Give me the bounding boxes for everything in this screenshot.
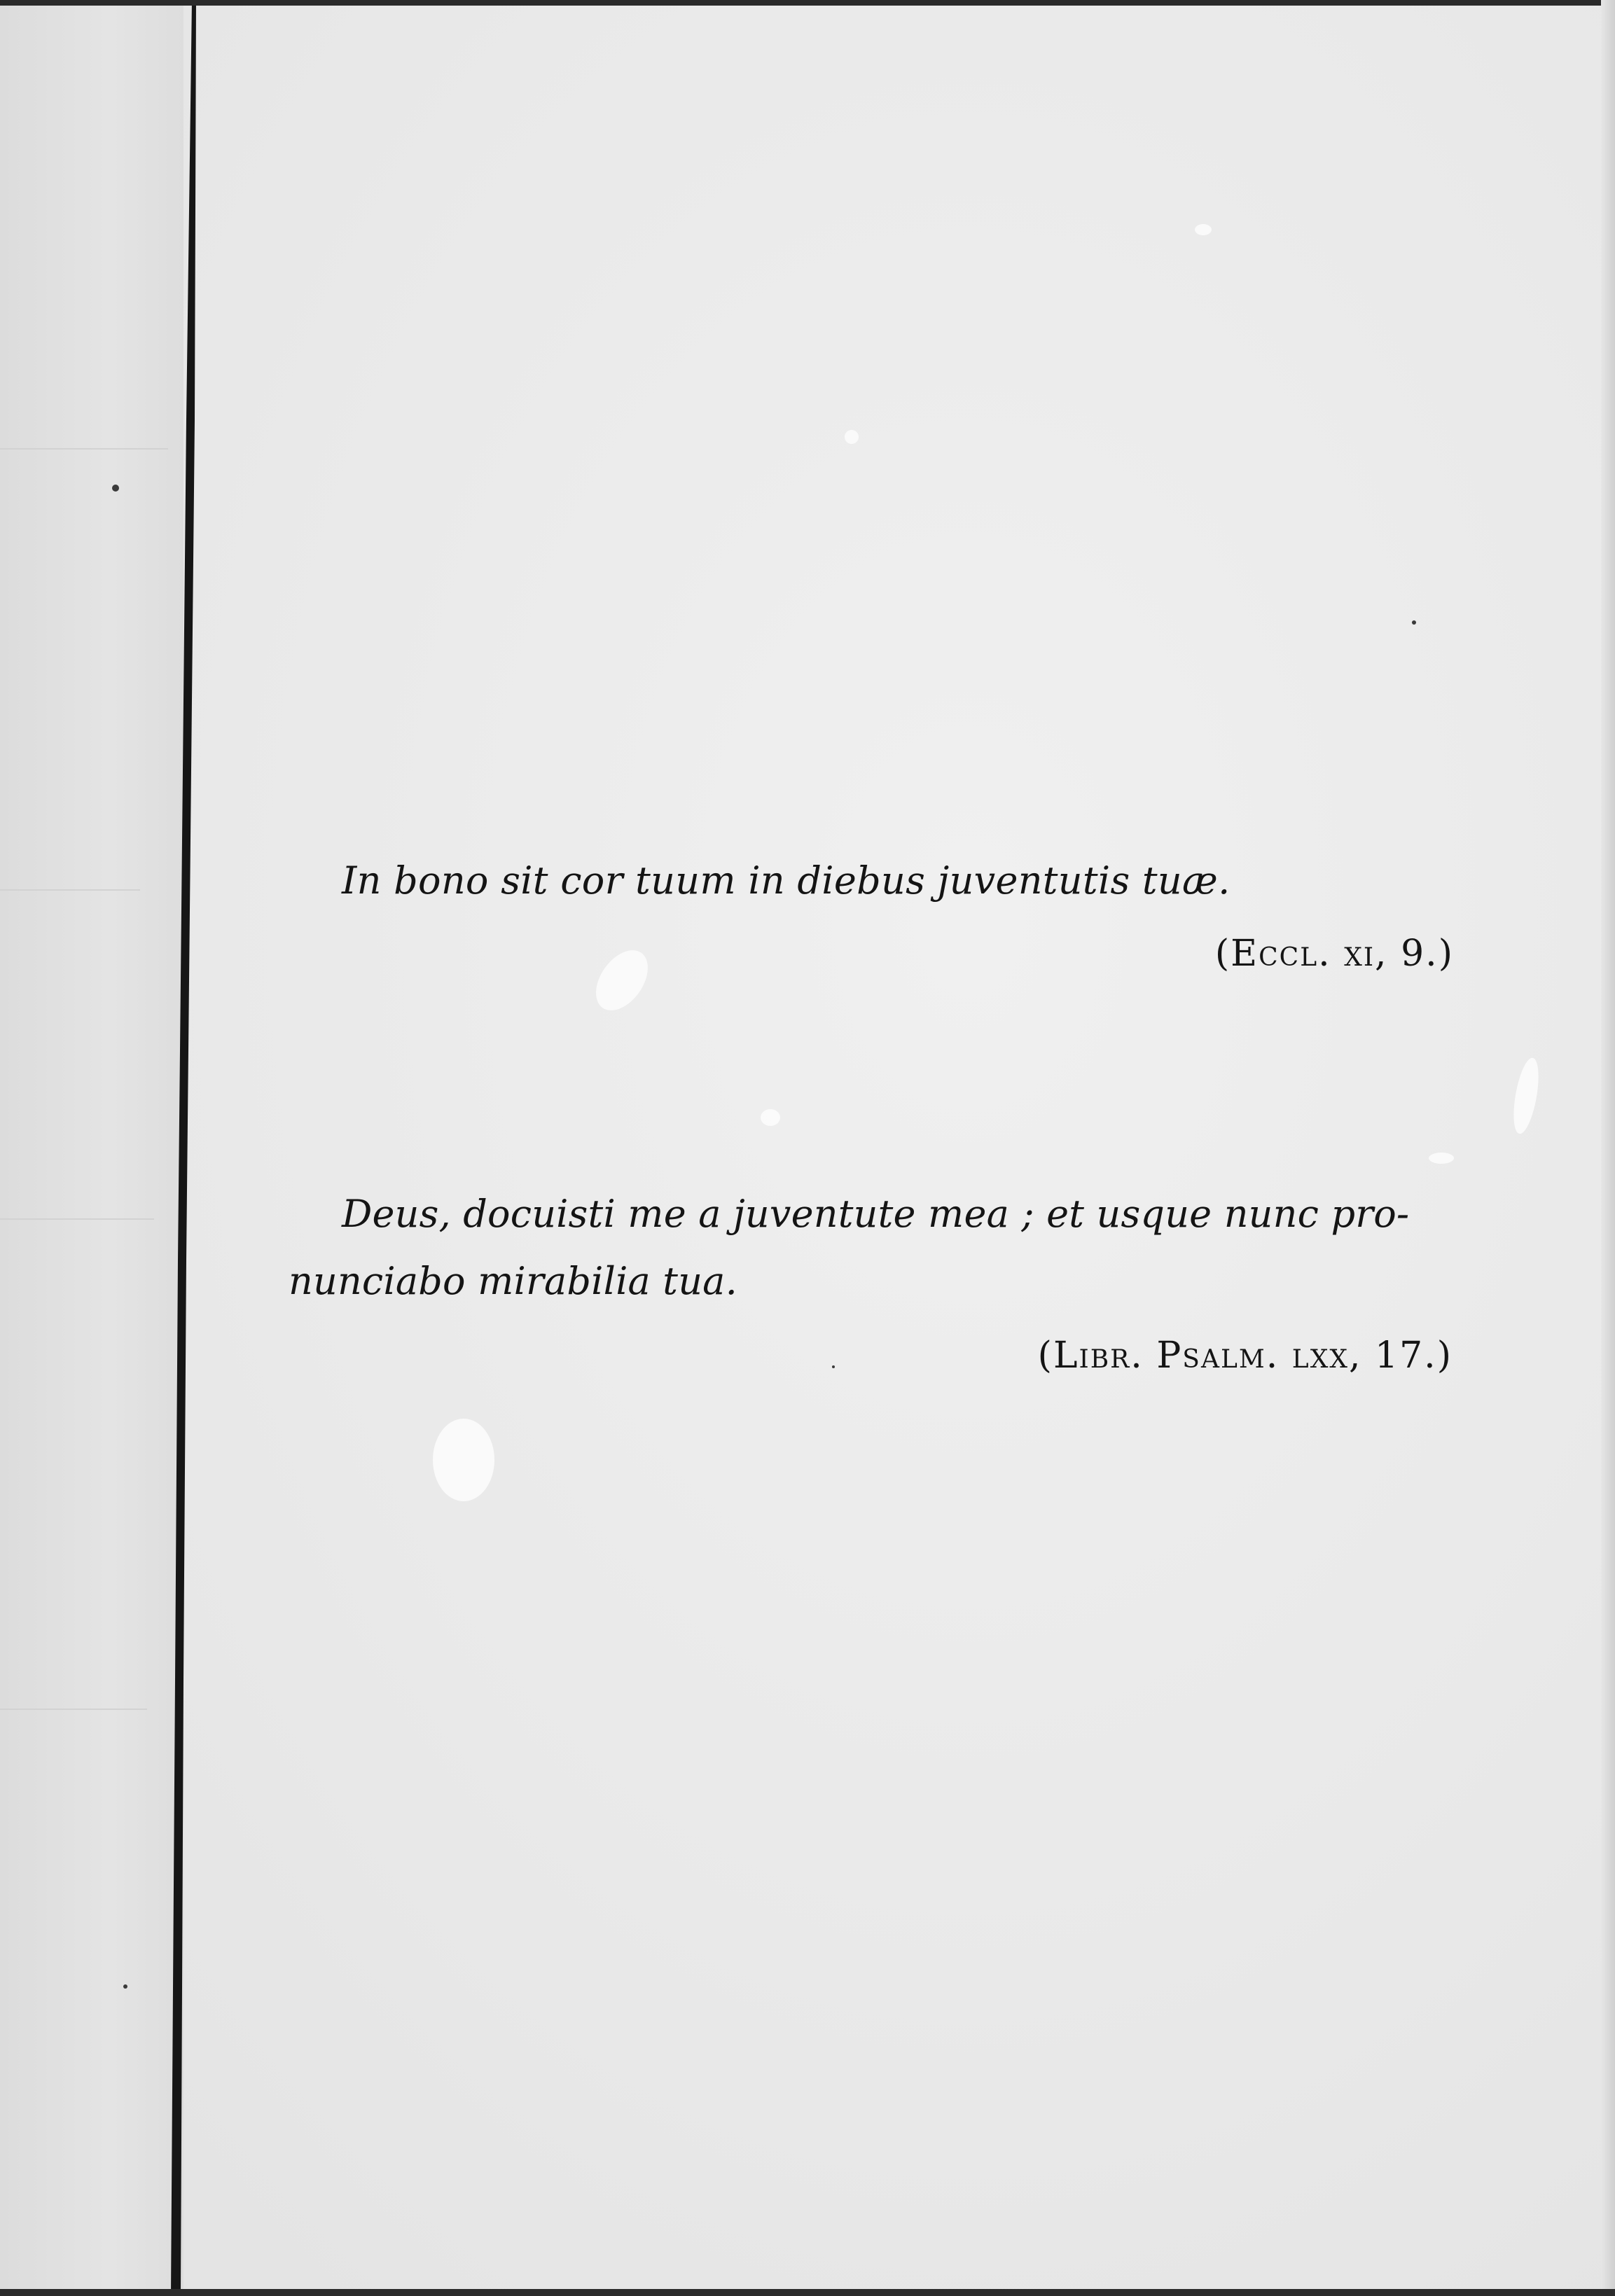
epigraph-1-citation: (Eccl. xi, 9.) bbox=[1214, 933, 1454, 975]
epigraph-2-text-line-2: nunciabo mirabilia tua. bbox=[289, 1259, 737, 1303]
faint-show-through-line bbox=[0, 448, 168, 450]
scan-top-edge bbox=[0, 0, 1615, 6]
faint-show-through-line bbox=[0, 1218, 154, 1220]
ink-speck bbox=[123, 1984, 127, 1989]
paper-blemish bbox=[433, 1419, 494, 1501]
book-gutter-line bbox=[162, 0, 197, 2296]
epigraph-1-text: In bono sit cor tuum in diebus juventutis tuæ. bbox=[342, 858, 1231, 903]
paper-blemish bbox=[761, 1109, 780, 1126]
scan-right-edge bbox=[1601, 0, 1615, 2296]
ink-speck bbox=[112, 485, 119, 492]
paper-blemish bbox=[845, 430, 859, 444]
faint-show-through-line bbox=[0, 1709, 147, 1710]
paper-blemish bbox=[1195, 224, 1212, 235]
ink-speck bbox=[1412, 620, 1416, 625]
scan-bottom-edge bbox=[0, 2289, 1615, 2296]
ink-speck bbox=[832, 1365, 835, 1368]
facing-page-margin bbox=[0, 0, 183, 2296]
faint-show-through-line bbox=[0, 889, 140, 891]
epigraph-2-citation: (Libr. Psalm. lxx, 17.) bbox=[1037, 1335, 1453, 1377]
epigraph-2-text-line-1: Deus, docuisti me a juventute mea ; et usque nunc pro- bbox=[342, 1192, 1410, 1236]
paper-blemish bbox=[1429, 1153, 1454, 1164]
